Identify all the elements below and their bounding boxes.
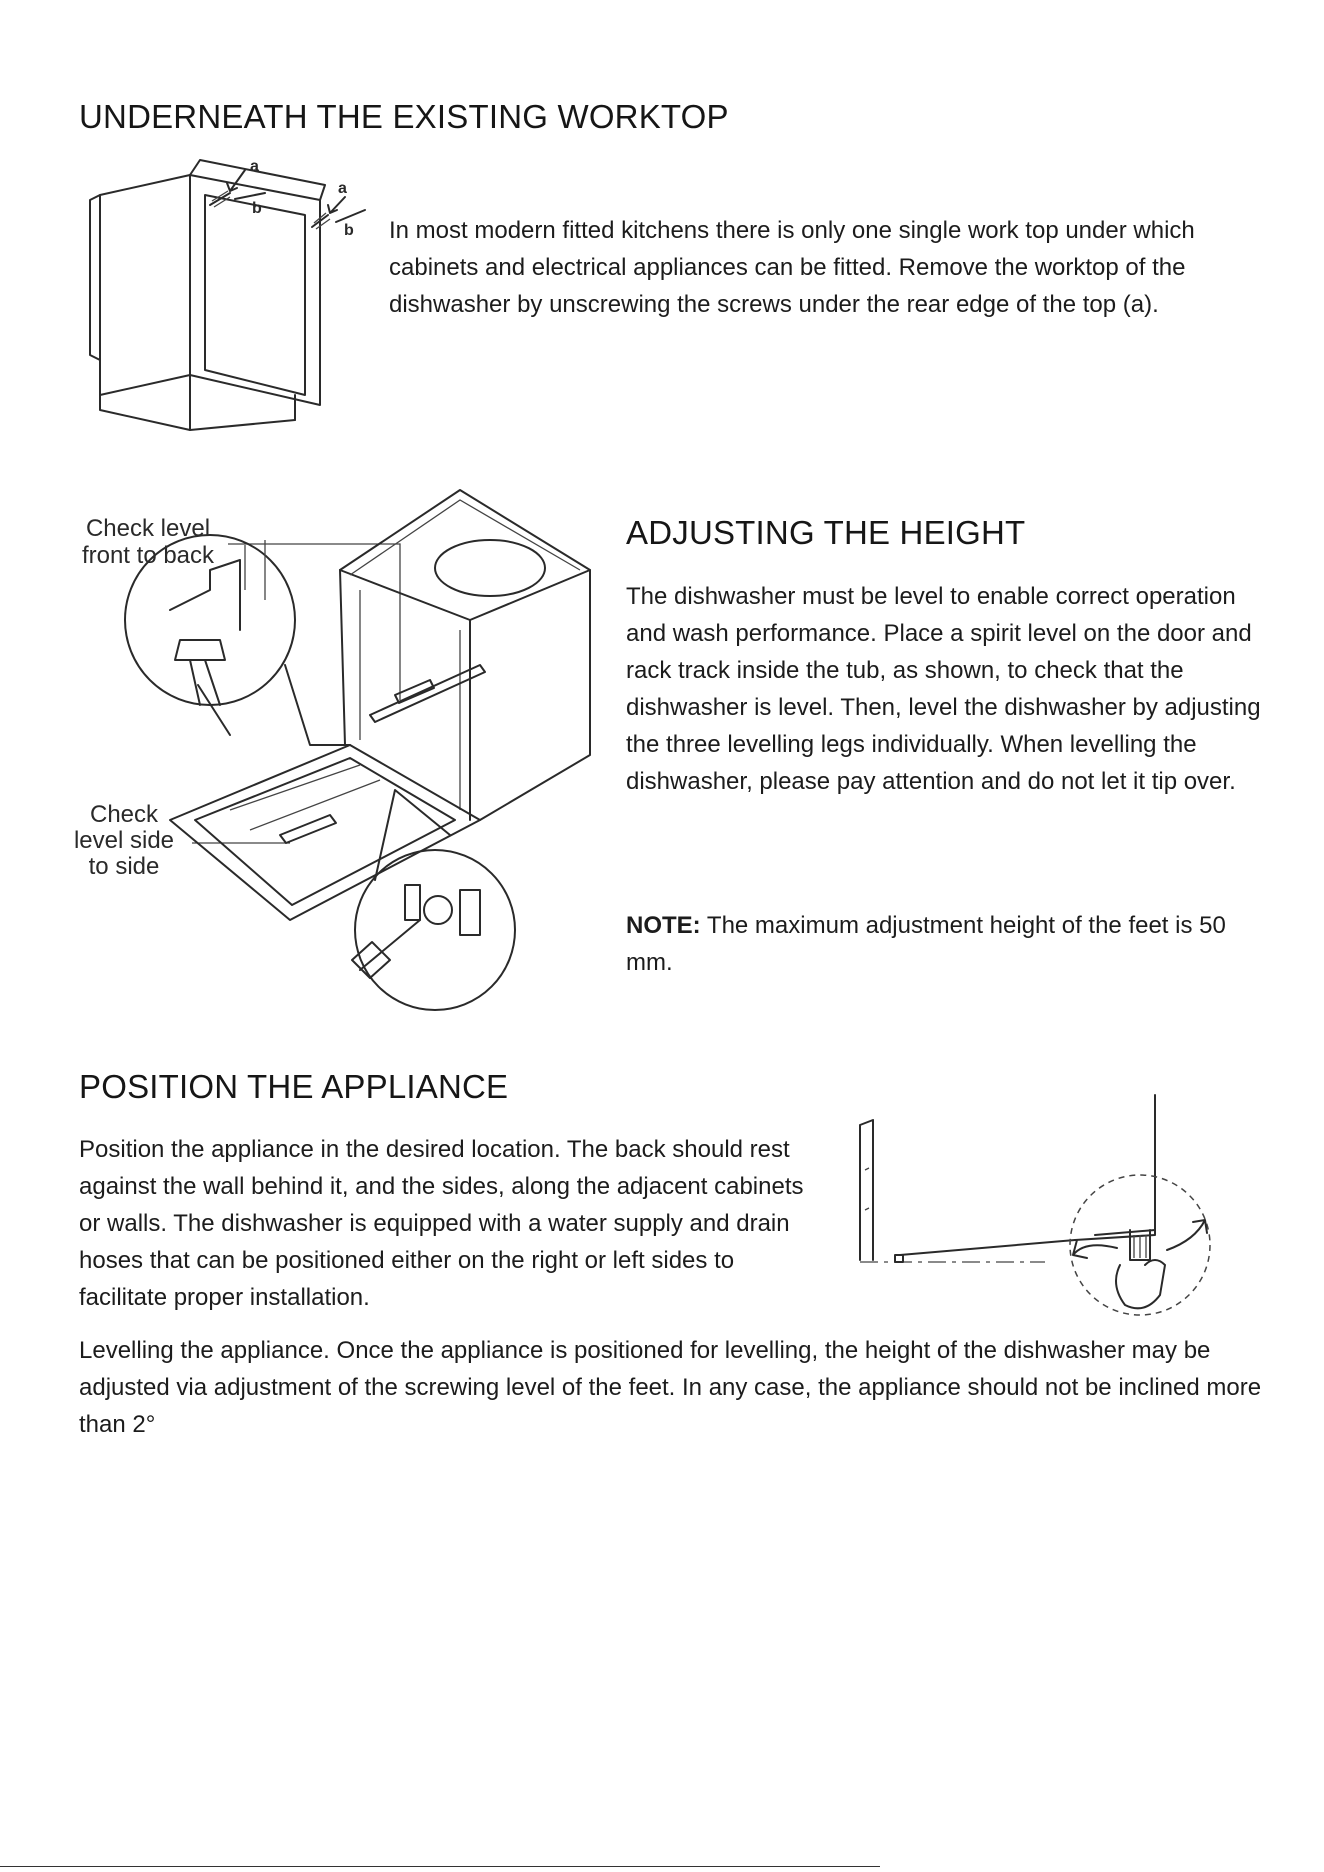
note-text: The maximum adjustment height of the feet is 50 mm. bbox=[626, 912, 1226, 976]
label-a-left: a bbox=[250, 158, 259, 175]
callout-front-back-line1: Check level bbox=[85, 515, 211, 542]
worktop-diagram bbox=[80, 155, 380, 435]
levelling-text: Levelling the appliance. Once the appliance is positioned for levelling, the height of the dishwasher may be adjusted via adjustment of the screwing level of the feet. In any case, the appliance should not be inclined more than 2° bbox=[79, 1337, 1262, 1438]
callout-side-line3: to side bbox=[88, 853, 160, 880]
footer-rule bbox=[0, 1866, 880, 1867]
levelling-diagram bbox=[60, 490, 600, 1030]
label-a-right: a bbox=[338, 180, 347, 197]
height-body: The dishwasher must be level to enable correct operation and wash performance. Place a spirit level on the door and rack track inside the tub, as shown, to check that the dishwasher is level. Then, level the dishwasher by adjusting the three levelling legs individually. When levelling the dishwasher, please pay attention and do not let it tip over. bbox=[626, 583, 1261, 795]
callout-side-line1: Check bbox=[89, 801, 159, 828]
height-heading: ADJUSTING THE HEIGHT bbox=[626, 514, 1026, 551]
callout-side-line2: level side bbox=[73, 827, 175, 854]
callout-front-back-line2: front to back bbox=[81, 542, 215, 569]
label-b-left: b bbox=[252, 200, 262, 217]
height-note bbox=[626, 907, 1276, 981]
worktop-heading: UNDERNEATH THE EXISTING WORKTOP bbox=[79, 98, 729, 135]
label-b-right: b bbox=[344, 222, 354, 239]
position-body: Position the appliance in the desired location. The back should rest against the wall behind it, and the sides, along the adjacent cabinets or walls. The dishwasher is equipped with a water supply and drain hoses that can be positioned either on the right or left sides to facilitate proper installation. bbox=[79, 1136, 804, 1311]
position-heading: POSITION THE APPLIANCE bbox=[79, 1068, 509, 1105]
tilt-diagram bbox=[855, 1090, 1255, 1320]
note-label: NOTE: bbox=[626, 912, 701, 939]
worktop-body: In most modern fitted kitchens there is only one single work top under which cabinets and electrical appliances can be fitted. Remove the worktop of the dishwasher by unscrewing the screws under the rear edge of the top (a). bbox=[389, 217, 1195, 318]
